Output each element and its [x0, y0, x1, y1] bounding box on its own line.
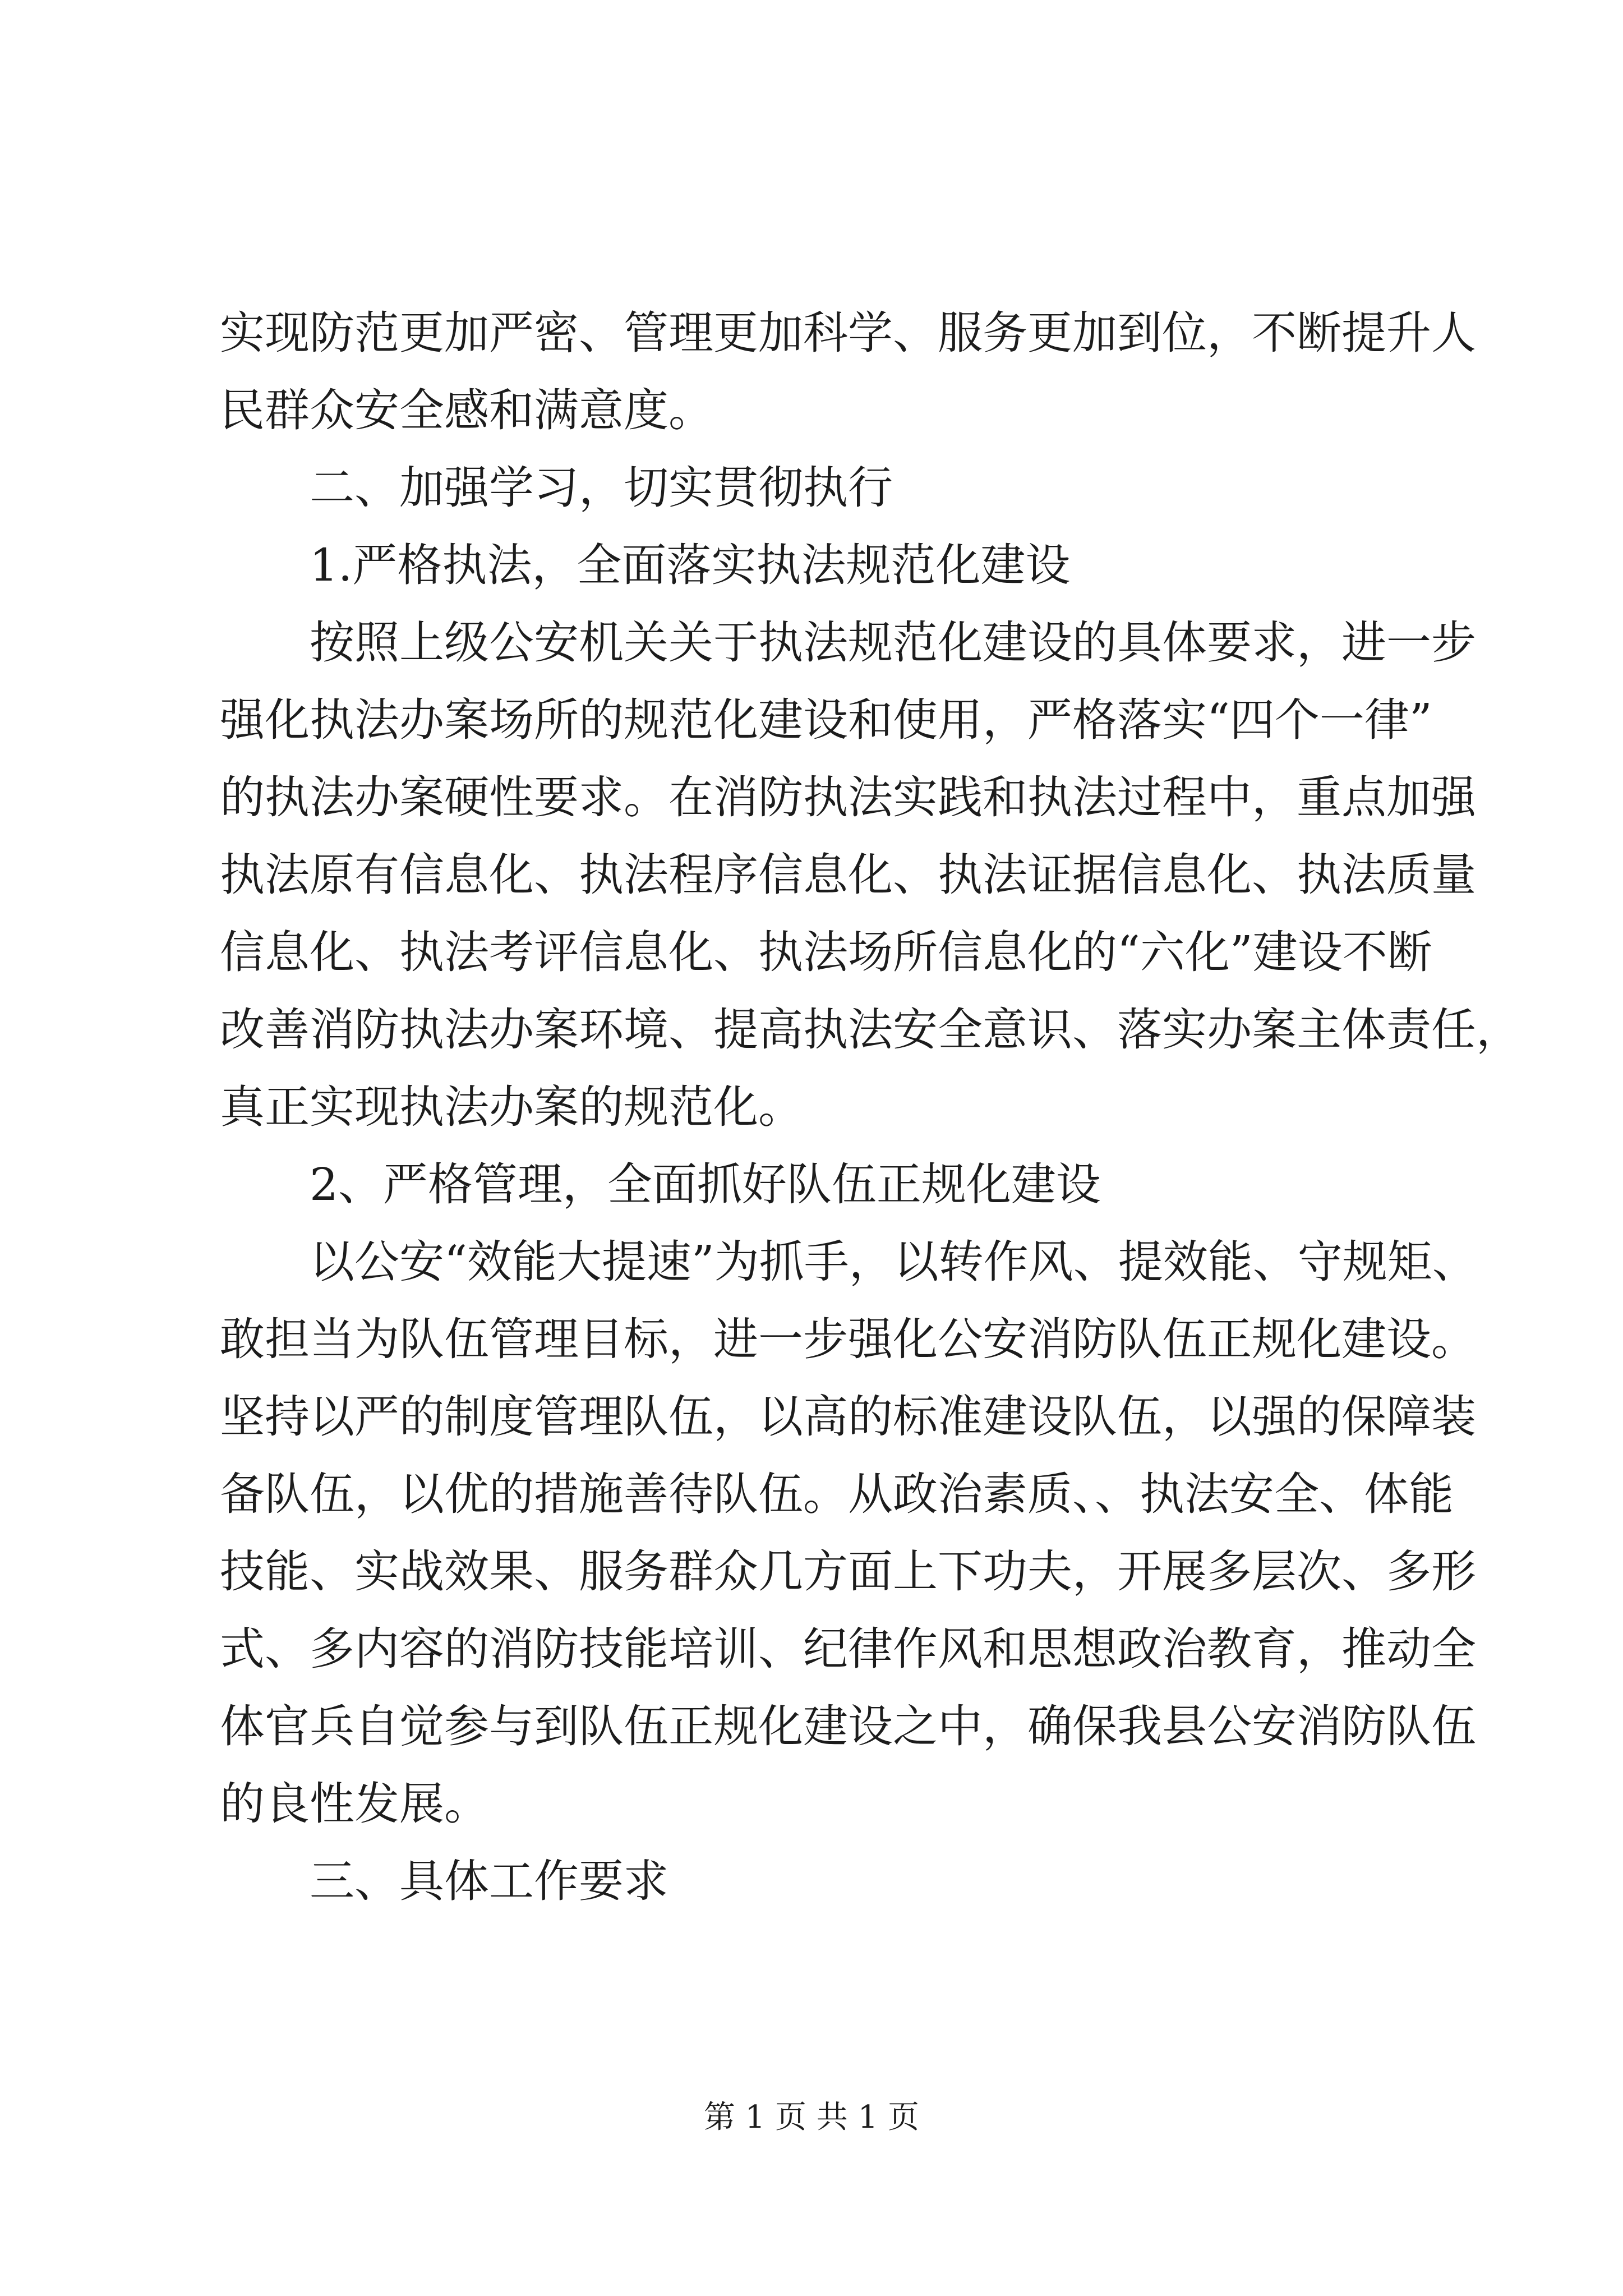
subsection-heading: 2、严格管理，全面抓好队伍正规化建设: [310, 1158, 1101, 1211]
text-line: 民群众安全感和满意度。: [220, 384, 713, 436]
text-line: 敢担当为队伍管理目标，进一步强化公安消防队伍正规化建设。: [220, 1313, 1476, 1365]
page-number-footer: 第 1 页 共 1 页: [703, 2099, 920, 2136]
text-line: 的良性发展。: [220, 1778, 489, 1830]
text-line: 技能、实战效果、服务群众几方面上下功夫，开展多层次、多形: [220, 1545, 1476, 1598]
text-line: 的执法办案硬性要求。在消防执法实践和执法过程中，重点加强: [220, 771, 1476, 823]
text-line: 式、多内容的消防技能培训、纪律作风和思想政治教育，推动全: [220, 1623, 1476, 1675]
document-body: [220, 295, 1521, 1920]
text-line: 以公安“效能大提速”为抓手，以转作风、提效能、守规矩、: [310, 1236, 1477, 1288]
text-line: 改善消防执法办案环境、提高执法安全意识、落实办案主体责任，: [220, 1004, 1521, 1056]
text-line: 按照上级公安机关关于执法规范化建设的具体要求，进一步: [310, 616, 1476, 669]
text-line: 真正实现执法办案的规范化。: [220, 1081, 803, 1133]
subsection-heading: 1.严格执法，全面落实执法规范化建设: [310, 539, 1071, 591]
text-line: 强化执法办案场所的规范化建设和使用，严格落实“四个一律”: [220, 694, 1432, 746]
text-line: 备队伍，以优的措施善待队伍。从政治素质、、执法安全、体能: [220, 1468, 1454, 1520]
section-heading: 三、具体工作要求: [310, 1855, 668, 1907]
section-heading: 二、加强学习，切实贯彻执行: [310, 462, 893, 514]
text-line: 实现防范更加严密、管理更加科学、服务更加到位，不断提升人: [220, 307, 1476, 359]
text-line: 执法原有信息化、执法程序信息化、执法证据信息化、执法质量: [220, 849, 1476, 901]
text-line: 体官兵自觉参与到队伍正规化建设之中，确保我县公安消防队伍: [220, 1700, 1476, 1752]
text-line: 信息化、执法考评信息化、执法场所信息化的“六化”建设不断: [220, 926, 1432, 978]
text-line: 坚持以严的制度管理队伍，以高的标准建设队伍，以强的保障装: [220, 1391, 1476, 1443]
